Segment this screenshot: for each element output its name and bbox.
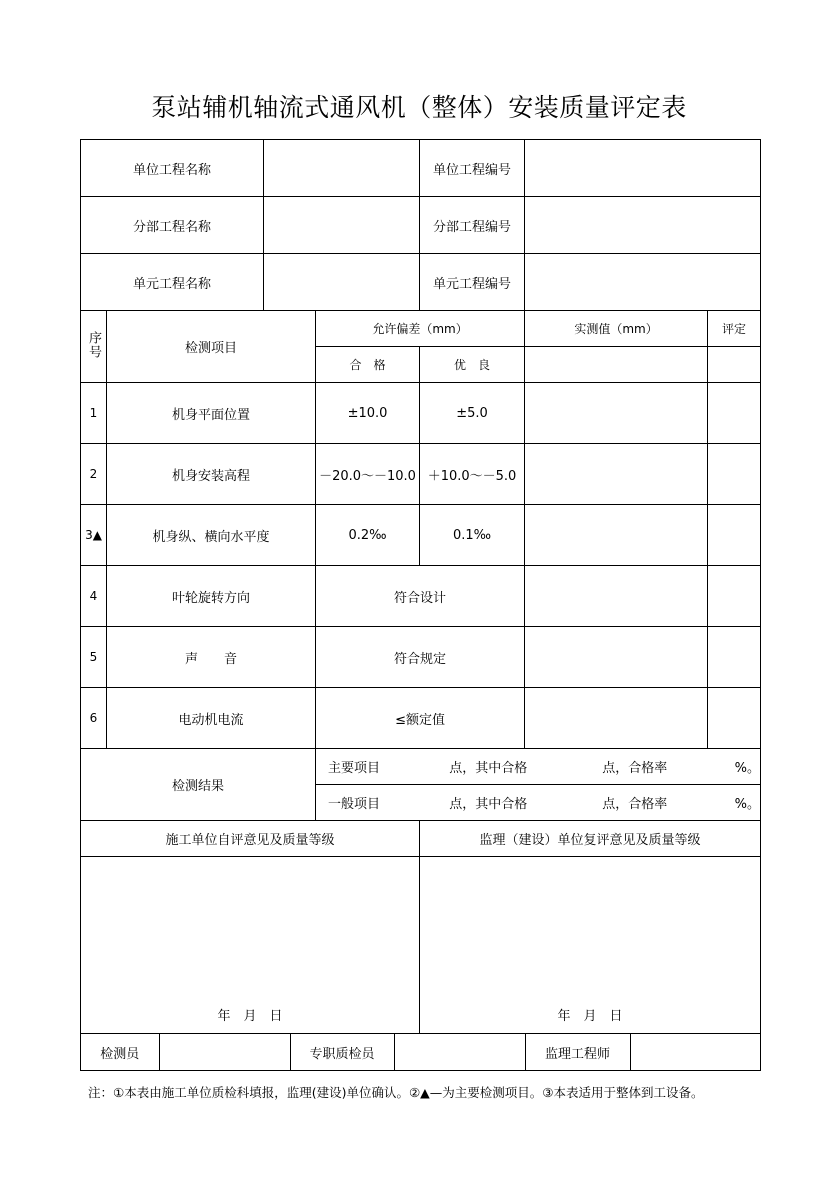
builder-opinion-box[interactable] [81, 857, 420, 1034]
good-header: 优 良 [420, 347, 525, 383]
main-pct-text: %。 [734, 761, 761, 776]
qc-label: 专职质检员 [290, 1034, 394, 1070]
elem-name-field[interactable] [264, 254, 420, 311]
footnote: 注：①本表由施工单位质检科填报，监理(建设)单位确认。②▲—为主要检测项目。③本表适用于整体到工设备。 [88, 1085, 704, 1100]
row-pass: －20.0～－10.0 [316, 444, 420, 505]
item-header: 检测项目 [107, 311, 316, 383]
rating-header: 评定 [708, 311, 761, 347]
result-main[interactable] [316, 749, 761, 785]
signature-table [81, 1034, 760, 1070]
row-measured[interactable] [525, 688, 708, 749]
engineer-field[interactable] [630, 1034, 760, 1070]
opinion-header-row [81, 821, 761, 857]
table-row [81, 383, 761, 444]
general-items-label: 一般项目 [328, 797, 381, 812]
row-item: 叶轮旋转方向 [107, 566, 316, 627]
opinion-body-row [81, 857, 761, 1034]
row-rating[interactable] [708, 444, 761, 505]
row-item: 机身平面位置 [107, 383, 316, 444]
table-row [81, 688, 761, 749]
qc-field[interactable] [394, 1034, 525, 1070]
engineer-label: 监理工程师 [525, 1034, 630, 1070]
measured-header: 实测值（mm） [525, 311, 708, 347]
inspector-label: 检测员 [81, 1034, 159, 1070]
supervisor-date: 年 月 日 [557, 1009, 623, 1024]
row-item: 声 音 [107, 627, 316, 688]
info-row-elem [81, 254, 761, 311]
main-items-label: 主要项目 [328, 761, 381, 776]
row-rating[interactable] [708, 383, 761, 444]
tolerance-header: 允许偏差（mm） [316, 311, 525, 347]
page-title: 泵站辅机轴流式通风机（整体）安装质量评定表 [151, 93, 687, 122]
info-row-unit [81, 140, 761, 197]
unit-no-field[interactable] [525, 140, 761, 197]
general-points-text: 点，其中合格 [449, 797, 528, 812]
inspector-field[interactable] [159, 1034, 290, 1070]
row-rating[interactable] [708, 505, 761, 566]
row-item: 机身安装高程 [107, 444, 316, 505]
unit-name-label: 单位工程名称 [81, 140, 264, 197]
main-rate-text: 点，合格率 [602, 761, 668, 776]
pass-header: 合 格 [316, 347, 420, 383]
sub-name-label: 分部工程名称 [81, 197, 264, 254]
row-good: 0.1‰ [420, 505, 525, 566]
elem-no-label: 单元工程编号 [420, 254, 525, 311]
result-label: 检测结果 [81, 749, 316, 821]
elem-name-label: 单元工程名称 [81, 254, 264, 311]
row-measured[interactable] [525, 444, 708, 505]
builder-opinion-header: 施工单位自评意见及质量等级 [81, 821, 420, 857]
row-requirement: 符合设计 [316, 566, 525, 627]
row-good: ±5.0 [420, 383, 525, 444]
row-no: 1 [81, 383, 107, 444]
row-measured[interactable] [525, 566, 708, 627]
info-row-sub [81, 197, 761, 254]
result-general[interactable] [316, 785, 761, 821]
row-requirement: ≤额定值 [316, 688, 525, 749]
row-no: 6 [81, 688, 107, 749]
sub-no-label: 分部工程编号 [420, 197, 525, 254]
row-rating[interactable] [708, 688, 761, 749]
header-row-1 [81, 311, 761, 347]
seq-header: 序号 [81, 311, 107, 383]
supervisor-opinion-box[interactable] [420, 857, 761, 1034]
row-good: ＋10.0～－5.0 [420, 444, 525, 505]
row-pass: ±10.0 [316, 383, 420, 444]
row-measured[interactable] [525, 383, 708, 444]
elem-no-field[interactable] [525, 254, 761, 311]
table-row [81, 566, 761, 627]
row-item: 电动机电流 [107, 688, 316, 749]
table-row [81, 444, 761, 505]
measured-subcell[interactable] [525, 347, 708, 383]
main-points-text: 点，其中合格 [449, 761, 528, 776]
row-requirement: 符合规定 [316, 627, 525, 688]
row-rating[interactable] [708, 627, 761, 688]
row-item: 机身纵、横向水平度 [107, 505, 316, 566]
row-measured[interactable] [525, 505, 708, 566]
table-row [81, 505, 761, 566]
unit-no-label: 单位工程编号 [420, 140, 525, 197]
row-rating[interactable] [708, 566, 761, 627]
row-no: 3▲ [81, 505, 107, 566]
quality-evaluation-table [80, 139, 761, 1071]
table-row [81, 627, 761, 688]
row-no: 4 [81, 566, 107, 627]
general-pct-text: %。 [734, 797, 761, 812]
rating-subcell[interactable] [708, 347, 761, 383]
builder-date: 年 月 日 [217, 1009, 283, 1024]
general-rate-text: 点，合格率 [602, 797, 668, 812]
result-row-main [81, 749, 761, 785]
supervisor-opinion-header: 监理（建设）单位复评意见及质量等级 [420, 821, 761, 857]
row-pass: 0.2‰ [316, 505, 420, 566]
signature-row [81, 1034, 761, 1071]
unit-name-field[interactable] [264, 140, 420, 197]
sub-name-field[interactable] [264, 197, 420, 254]
row-measured[interactable] [525, 627, 708, 688]
sub-no-field[interactable] [525, 197, 761, 254]
row-no: 5 [81, 627, 107, 688]
row-no: 2 [81, 444, 107, 505]
